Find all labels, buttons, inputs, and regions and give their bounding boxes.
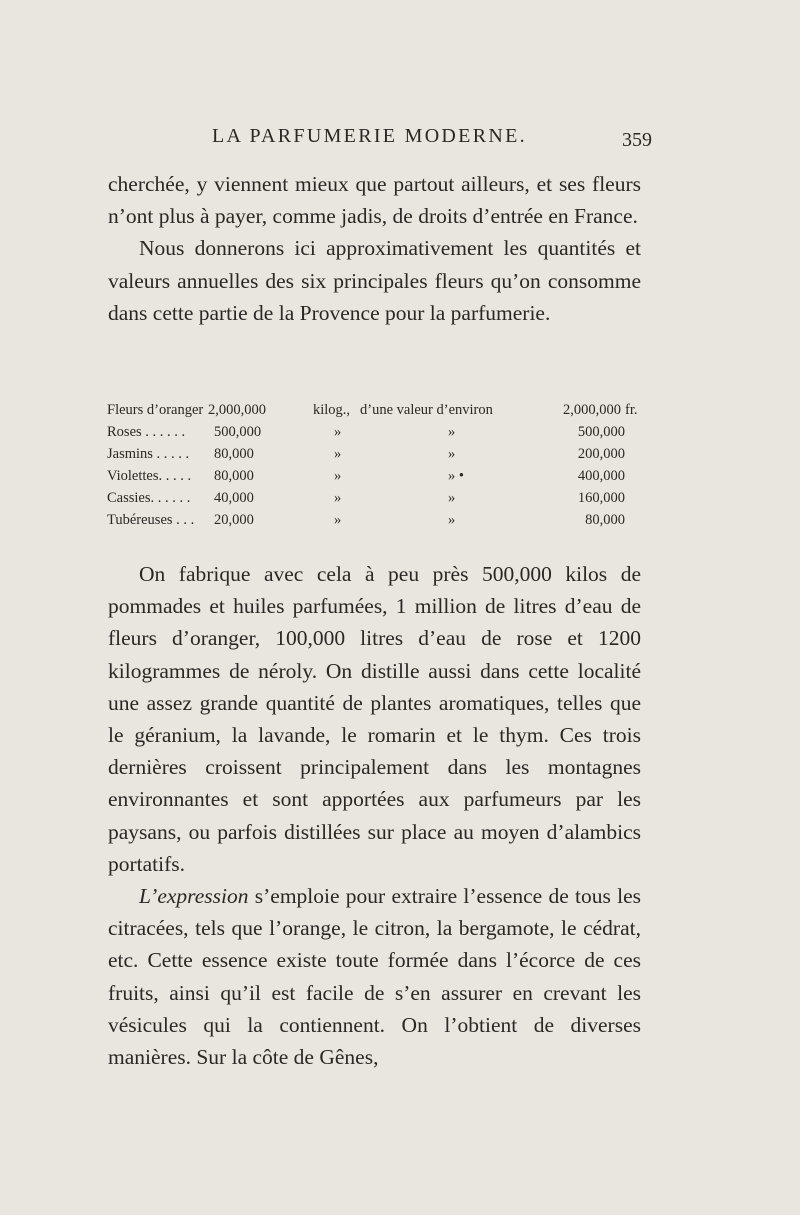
- value: 160,000: [577, 490, 625, 506]
- value-description: d’une valeur d’environ: [360, 402, 493, 418]
- flower-name: Violettes. . . . .: [107, 468, 192, 484]
- page-number: 359: [622, 129, 652, 151]
- italic-term: L’expression: [139, 884, 249, 909]
- running-title: LA PARFUMERIE MODERNE.: [212, 125, 527, 147]
- value: 500,000: [577, 424, 625, 440]
- quantity: 20,000: [214, 512, 254, 528]
- ditto-mark: »: [334, 468, 342, 484]
- running-head: [108, 125, 652, 155]
- quantity: 2,000,000: [208, 402, 266, 418]
- flower-name: Cassies. . . . . .: [107, 490, 191, 506]
- flower-name: Fleurs d’oranger: [107, 402, 204, 418]
- quantity: 80,000: [214, 446, 254, 462]
- text-block-top: [108, 168, 641, 329]
- quantity: 80,000: [214, 468, 254, 484]
- ditto-mark: » •: [448, 468, 464, 484]
- flower-name: Jasmins . . . . .: [107, 446, 190, 462]
- ditto-mark: »: [334, 446, 342, 462]
- table-row: [107, 443, 647, 465]
- text-block-bottom: [108, 558, 641, 1073]
- table-row: [107, 399, 647, 421]
- value: 2,000,000: [563, 402, 621, 418]
- unit: kilog.,: [313, 402, 351, 418]
- ditto-mark: »: [334, 490, 342, 506]
- table-row: [107, 487, 647, 509]
- paragraph-intro: Nous donnerons ici approximativement les quantités et valeurs annuelles des six principales fleurs qu’on consomme dans cette partie de la Provence pour la parfumerie.: [108, 236, 641, 325]
- paragraph-continuation: cherchée, y viennent mieux que partout ailleurs, et ses fleurs n’ont plus à payer, comme jadis, de droits d’entrée en France.: [108, 172, 641, 229]
- paragraph-expression-text: s’emploie pour extraire l’essence de tous les citracées, tels que l’orange, le citron, la bergamote, le cédrat, etc. Cette essence existe toute formée dans l’écorce de ces fruits, ainsi qu’il est facile de s’en assurer en crevant les vésicules qui la contiennent. On l’obtient de diverses manières. Sur la côte de Gênes,: [108, 884, 641, 1070]
- table-row: [107, 421, 647, 443]
- currency: fr.: [625, 402, 638, 418]
- ditto-mark: »: [448, 424, 456, 440]
- ditto-mark: »: [448, 446, 456, 462]
- ditto-mark: »: [334, 424, 342, 440]
- flower-name: Roses . . . . . .: [107, 424, 186, 440]
- value: 400,000: [577, 468, 625, 484]
- table-row: [107, 465, 647, 487]
- quantity: 40,000: [214, 490, 254, 506]
- ditto-mark: »: [334, 512, 342, 528]
- ditto-mark: »: [448, 490, 456, 506]
- value: 80,000: [585, 512, 625, 528]
- quantity: 500,000: [214, 424, 262, 440]
- paragraph-production: On fabrique avec cela à peu près 500,000 kilos de pommades et huiles parfumées, 1 million de litres d’eau de fleurs d’oranger, 100,000 litres d’eau de rose et 1200 kilogrammes de néroly. On distille aussi dans cette localité une assez grande quantité de plantes aromatiques, telles que le géranium, la lavande, le romarin et le thym. Ces trois dernières croissent principalement dans les montagnes environnantes et sont apportées aux parfumeurs par les paysans, ou parfois distillées sur place au moyen d’alambics portatifs.: [108, 562, 641, 876]
- table-row: [107, 509, 647, 531]
- paragraph-expression: [108, 880, 641, 1073]
- ditto-mark: »: [448, 512, 456, 528]
- flower-table: [107, 399, 647, 531]
- value: 200,000: [577, 446, 625, 462]
- flower-name: Tubéreuses . . .: [107, 512, 195, 528]
